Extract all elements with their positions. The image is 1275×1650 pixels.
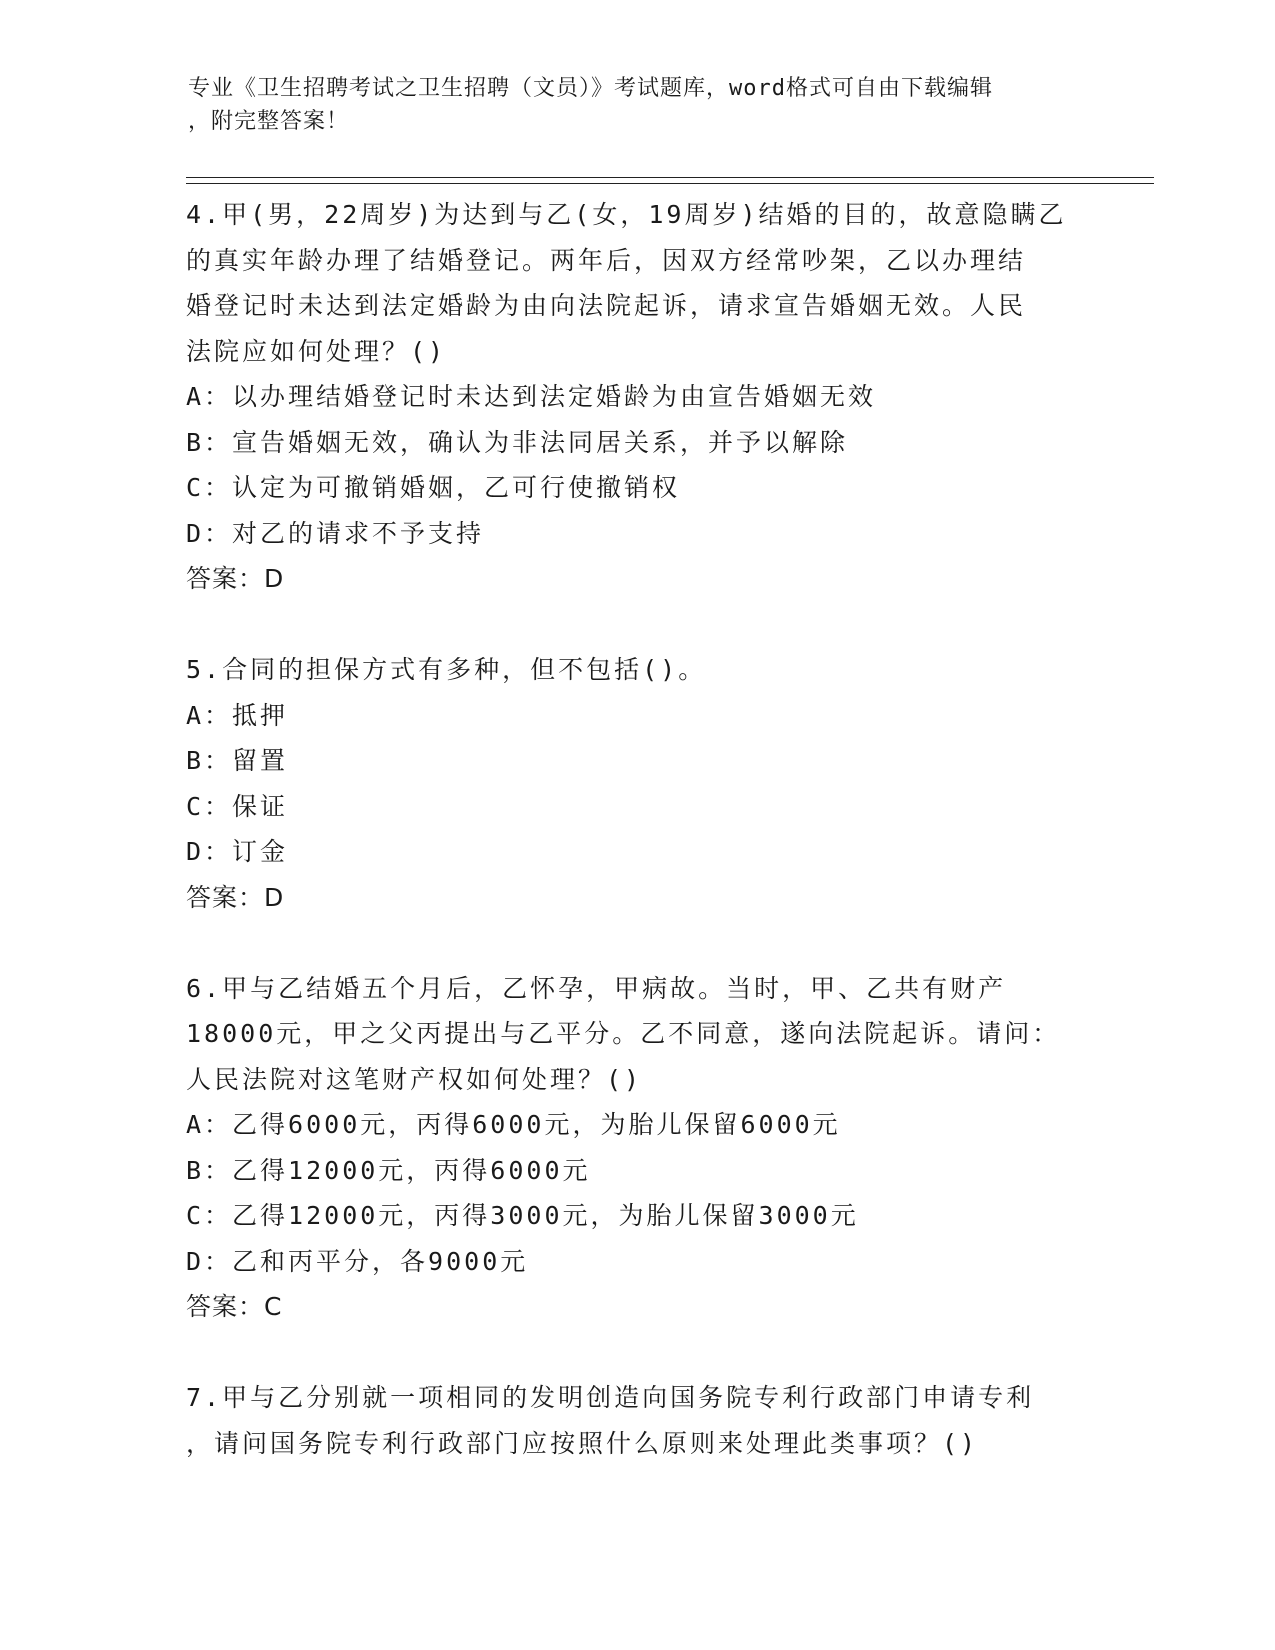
question-text: 7.甲与乙分别就一项相同的发明创造向国务院专利行政部门申请专利 bbox=[186, 1383, 1035, 1412]
question-text: 法院应如何处理？() bbox=[186, 336, 447, 366]
question-text: 5.合同的担保方式有多种，但不包括()。 bbox=[186, 655, 707, 684]
option-c: C：乙得12000元，丙得3000元，为胎儿保留3000元 bbox=[186, 1201, 859, 1230]
option-d: D：对乙的请求不予支持 bbox=[186, 518, 485, 548]
option-a: A：抵押 bbox=[186, 700, 289, 730]
question-block bbox=[186, 966, 1086, 1330]
question-block bbox=[186, 647, 1086, 920]
question-text: 婚登记时未达到法定婚龄为由向法院起诉，请求宣告婚姻无效。人民 bbox=[186, 291, 1027, 320]
spacer bbox=[186, 1330, 1086, 1376]
document-header bbox=[188, 72, 1068, 138]
option-c: C：保证 bbox=[186, 791, 289, 821]
header-divider bbox=[186, 177, 1154, 178]
option-b: B：乙得12000元，丙得6000元 bbox=[186, 1155, 591, 1185]
answer-text: 答案：C bbox=[186, 1292, 283, 1321]
header-divider bbox=[186, 183, 1154, 184]
option-d: D：乙和丙平分，各9000元 bbox=[186, 1246, 529, 1276]
header-line: 专业《卫生招聘考试之卫生招聘（文员）》考试题库，word格式可自由下载编辑 bbox=[188, 76, 993, 101]
option-b: B：留置 bbox=[186, 746, 289, 775]
option-a: A：乙得6000元，丙得6000元，为胎儿保留6000元 bbox=[186, 1110, 841, 1139]
option-a: A：以办理结婚登记时未达到法定婚龄为由宣告婚姻无效 bbox=[186, 382, 877, 411]
question-list bbox=[186, 192, 1086, 1466]
question-text: 18000元，甲之父丙提出与乙平分。乙不同意，遂向法院起诉。请问： bbox=[186, 1019, 1061, 1048]
question-text: 的真实年龄办理了结婚登记。两年后，因双方经常吵架，乙以办理结 bbox=[186, 245, 1027, 275]
answer-text: 答案：D bbox=[186, 882, 285, 912]
spacer bbox=[186, 602, 1086, 648]
question-block bbox=[186, 192, 1086, 602]
option-c: C：认定为可撤销婚姻，乙可行使撤销权 bbox=[186, 473, 681, 502]
question-text: ，请问国务院专利行政部门应按照什么原则来处理此类事项？() bbox=[186, 1428, 979, 1458]
answer-text: 答案：D bbox=[186, 564, 285, 593]
option-d: D：订金 bbox=[186, 837, 289, 866]
question-text: 4.甲(男，22周岁)为达到与乙(女，19周岁)结婚的目的，故意隐瞒乙 bbox=[186, 200, 1067, 229]
question-block bbox=[186, 1375, 1086, 1466]
spacer bbox=[186, 920, 1086, 966]
option-b: B：宣告婚姻无效，确认为非法同居关系，并予以解除 bbox=[186, 427, 849, 457]
question-text: 6.甲与乙结婚五个月后，乙怀孕，甲病故。当时，甲、乙共有财产 bbox=[186, 973, 1007, 1003]
header-line: ，附完整答案！ bbox=[188, 109, 350, 134]
question-text: 人民法院对这笔财产权如何处理？() bbox=[186, 1064, 643, 1094]
